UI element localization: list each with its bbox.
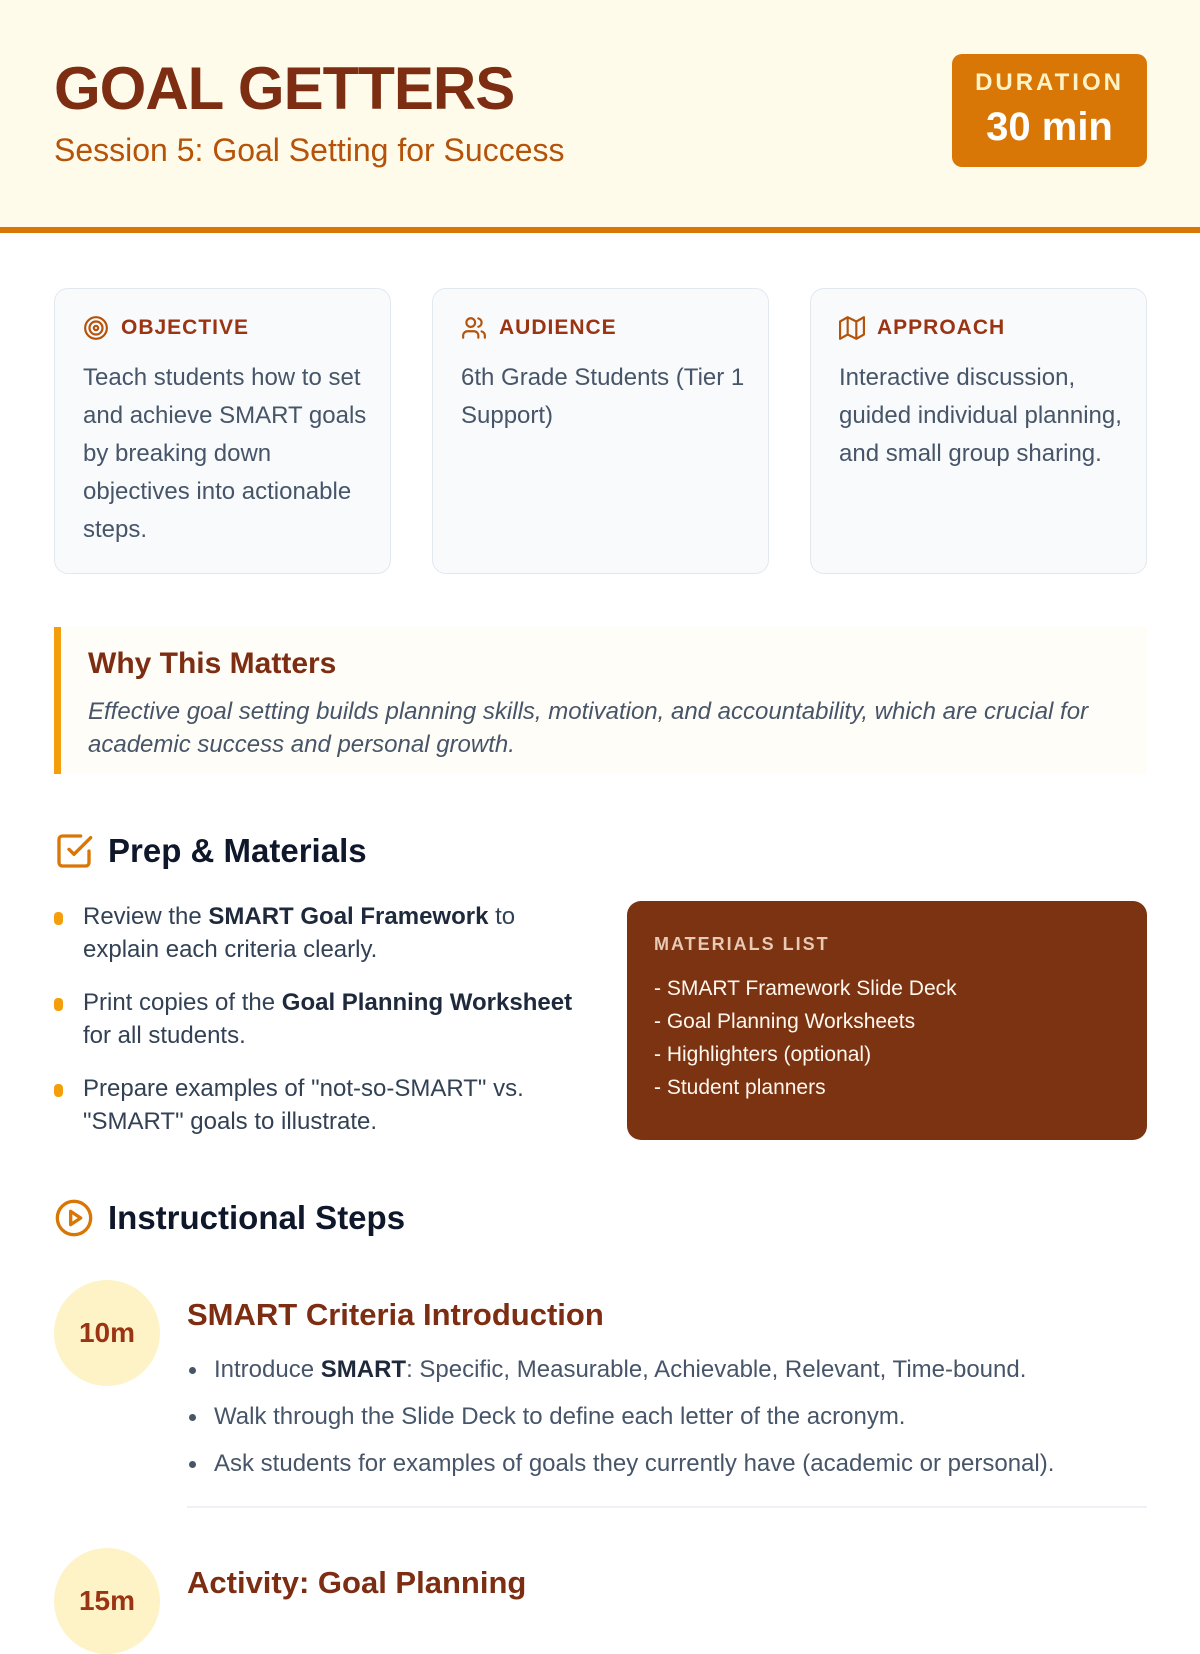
material-item: - Goal Planning Worksheets [654, 1010, 916, 1033]
steps-section-title [54, 1198, 405, 1238]
page-title: GOAL GETTERS [54, 55, 515, 122]
duration-value: 30 min [986, 105, 1113, 149]
users-icon [461, 315, 487, 341]
approach-card [810, 288, 1147, 574]
material-item: - Highlighters (optional) [654, 1043, 872, 1066]
prep-item: Prepare examples of "not-so-SMART" vs. "SMART" goals to illustrate. [54, 1072, 574, 1138]
objective-label: OBJECTIVE [121, 316, 250, 339]
step-bullet: Ask students for examples of goals they currently have (academic or personal). [187, 1447, 1147, 1480]
duration-label: DURATION [975, 69, 1124, 96]
why-text: Effective goal setting builds planning skills, motivation, and accountability, which are crucial for academic success and personal growth. [88, 698, 1089, 758]
bullet-icon [54, 1084, 63, 1097]
prep-section-title [54, 831, 367, 871]
audience-label: AUDIENCE [499, 316, 617, 339]
duration-badge [952, 54, 1147, 167]
materials-list [654, 972, 957, 1104]
map-icon [839, 315, 865, 341]
step-bullet: Walk through the Slide Deck to define each letter of the acronym. [187, 1400, 1147, 1433]
approach-label: APPROACH [877, 316, 1006, 339]
approach-text: Interactive discussion, guided individual planning, and small group sharing. [839, 364, 1122, 467]
materials-title: MATERIALS LIST [654, 934, 830, 954]
session-subtitle: Session 5: Goal Setting for Success [54, 132, 565, 168]
why-this-matters-callout [54, 627, 1147, 774]
prep-item: Review the SMART Goal Framework to explain each criteria clearly. [54, 900, 574, 966]
audience-text: 6th Grade Students (Tier 1 Support) [461, 364, 745, 429]
material-item: - SMART Framework Slide Deck [654, 977, 957, 1000]
header [0, 0, 1200, 233]
step-divider [187, 1506, 1147, 1508]
step-time-badge: 15m [54, 1548, 160, 1654]
objective-text: Teach students how to set and achieve SMART goals by breaking down objectives into actionable steps. [83, 364, 367, 543]
prep-item: Print copies of the Goal Planning Worksheet for all students. [54, 986, 574, 1052]
checkbox-icon [54, 831, 94, 871]
play-circle-icon [54, 1198, 94, 1238]
step-title: Activity: Goal Planning [187, 1565, 527, 1600]
materials-list-box [627, 901, 1147, 1140]
bullet-icon [54, 998, 63, 1011]
objective-card [54, 288, 391, 574]
target-icon [83, 315, 109, 341]
step-bullet: Introduce SMART: Specific, Measurable, Achievable, Relevant, Time-bound. [187, 1353, 1147, 1386]
steps-title: Instructional Steps [108, 1199, 406, 1236]
step-bullets [187, 1353, 1147, 1494]
material-item: - Student planners [654, 1076, 826, 1099]
step-time-badge: 10m [54, 1280, 160, 1386]
why-title: Why This Matters [88, 647, 337, 680]
bullet-icon [54, 912, 63, 925]
step-title: SMART Criteria Introduction [187, 1297, 604, 1332]
audience-card [432, 288, 769, 574]
prep-list [54, 900, 574, 1158]
prep-title: Prep & Materials [108, 832, 367, 869]
